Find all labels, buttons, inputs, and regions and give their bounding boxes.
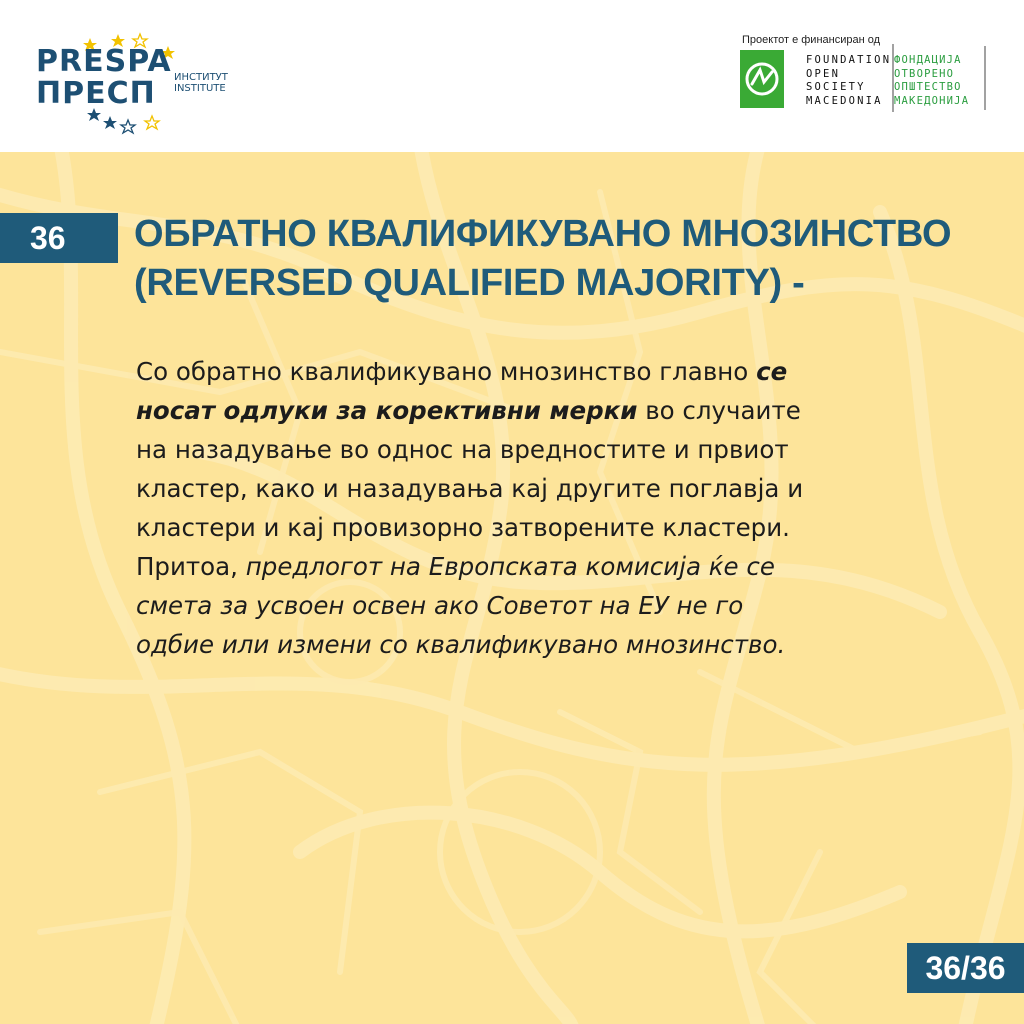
- osf-mk-line: МАКЕДОНИЈА: [894, 94, 970, 107]
- item-number-badge: [0, 213, 118, 263]
- body-line: [136, 547, 996, 586]
- page-indicator: 36/36: [907, 943, 1024, 993]
- header: [0, 0, 1024, 152]
- body-text-run: Со обратно квалификувано мнозинство главно: [136, 357, 757, 386]
- prespa-institute-logo: [28, 30, 238, 140]
- body-line: на назадување во однос на вредностите и првиот: [136, 435, 789, 464]
- osf-text-en: [806, 54, 891, 108]
- body-line: одбие или измени со квалификувано мнозинство.: [136, 630, 786, 659]
- body-line: смета за усвоен освен ако Советот на ЕУ не го: [136, 591, 744, 620]
- body-emphasis: се: [756, 357, 788, 386]
- body-line: кластер, како и назадувања кај другите поглавја и: [136, 474, 804, 503]
- item-number: 36: [30, 220, 66, 256]
- body-line: [136, 391, 996, 430]
- osf-mk-line: ОПШТЕСТВО: [894, 81, 962, 93]
- definition-paragraph: [136, 352, 996, 664]
- osf-en-line: OPEN: [806, 67, 841, 80]
- logo-institute-label: [174, 72, 228, 94]
- osf-text-mk: [894, 54, 969, 108]
- body-line: кластери и кај провизорно затворените кластери.: [136, 513, 790, 542]
- osf-en-line: MACEDONIA: [806, 94, 883, 107]
- title-line-1: ОБРАТНО КВАЛИФИКУВАНО МНОЗИНСТВО: [134, 213, 952, 255]
- body-italic: предлогот на Европската комисија ќе се: [245, 552, 775, 581]
- institute-en: INSTITUTE: [174, 83, 226, 94]
- term-title: [134, 210, 994, 308]
- body-text-run: Притоа,: [136, 552, 246, 581]
- osf-logo-icon: [740, 50, 784, 108]
- osf-en-line: FOUNDATION: [806, 54, 892, 66]
- body-emphasis: носат одлуки за корективни мерки: [136, 396, 638, 425]
- osf-en-line: SOCIETY: [806, 81, 866, 93]
- funded-by-label: Проектот е финансиран од: [742, 34, 881, 46]
- osf-mk-line: ФОНДАЦИЈА: [894, 54, 962, 66]
- title-line-2: (REVERSED QUALIFIED MAJORITY) -: [134, 262, 805, 304]
- body-text-run: во случаите: [637, 396, 801, 425]
- institute-mk: ИНСТИТУТ: [174, 72, 228, 83]
- osf-mk-line: ОТВОРЕНО: [894, 67, 955, 80]
- body-line: [136, 352, 996, 391]
- logo-text-cyrillic: ПРЕСП: [36, 76, 156, 111]
- logo-text-latin: PRESPA: [36, 44, 172, 79]
